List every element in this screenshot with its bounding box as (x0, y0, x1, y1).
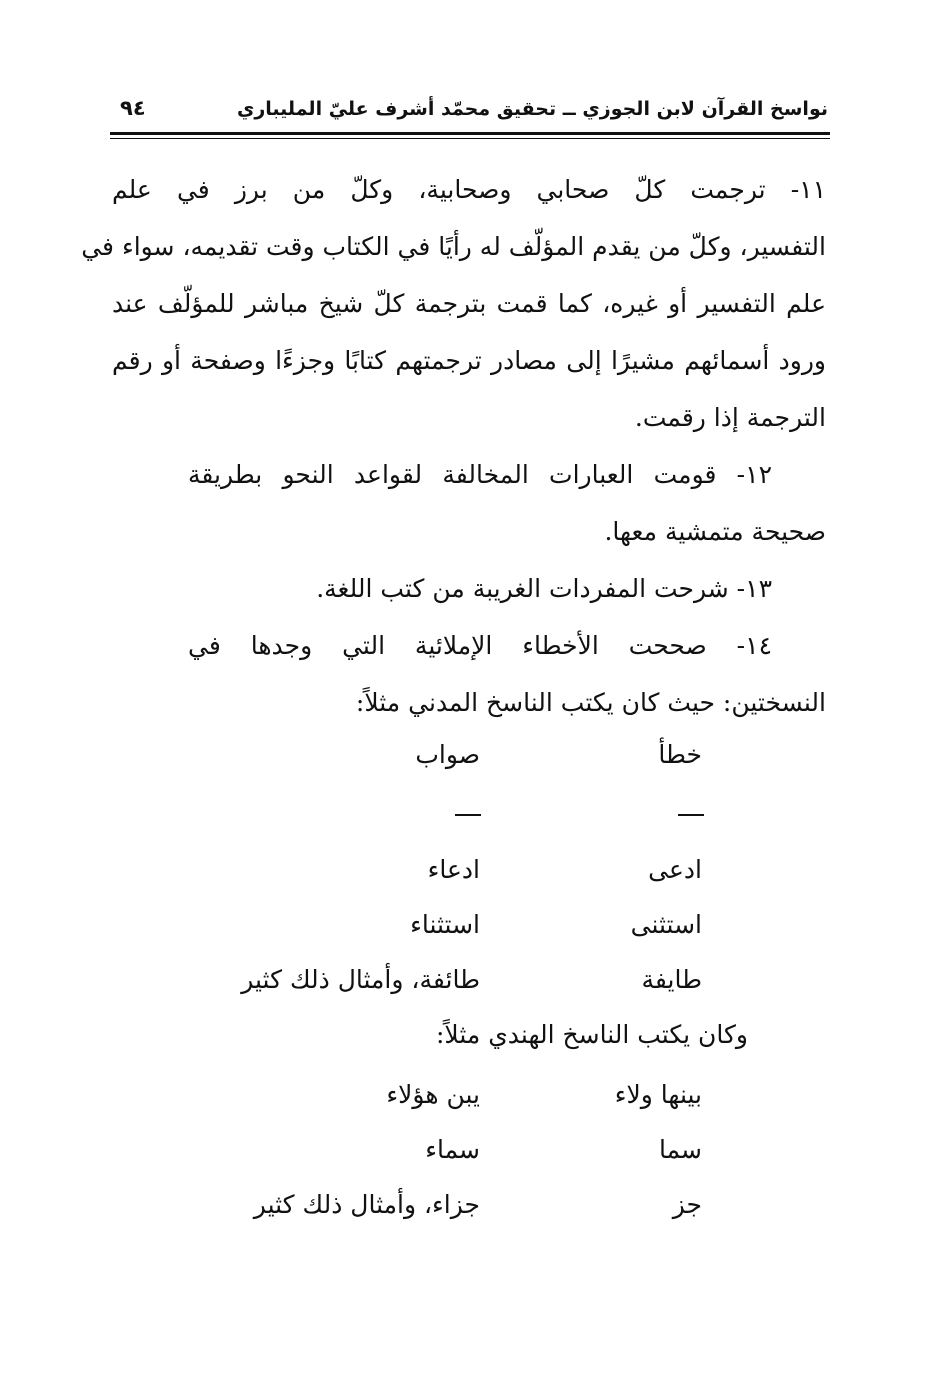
table2-row2-right: سماء (425, 1135, 480, 1164)
table1-row2-wrong: استثنى (630, 910, 702, 939)
table2-row3-wrong: جز (672, 1190, 702, 1219)
table2-row3-right: جزاء، وأمثال ذلك كثير (253, 1190, 480, 1219)
p11-line-5: الترجمة إذا رقمت. (634, 403, 826, 432)
table1-row3-right: طائفة، وأمثال ذلك كثير (241, 965, 480, 994)
table1-row1-right: ادعاء (427, 855, 480, 884)
p11-line-2: التفسير، وكلّ من يقدم المؤلّف له رأيًا في الكتاب وقت تقديمه، سواء في (81, 232, 826, 261)
p14-line-1: ١٤- صححت الأخطاء الإملائية التي وجدها في (188, 631, 772, 660)
p11-line-3: علم التفسير أو غيره، كما قمت بترجمة كلّ شيخ مباشر للمؤلّف عند (112, 289, 826, 318)
table1-row2-right: استثناء (410, 910, 480, 939)
indian-intro: وكان يكتب الناسخ الهندي مثلاً: (436, 1020, 748, 1049)
p11-line-4: ورود أسمائهم مشيرًا إلى مصادر ترجمتهم كتابًا وجزءًا وصفحة أو رقم (112, 346, 826, 375)
page-number: ٩٤ (120, 96, 146, 120)
p12-line-2: صحيحة متمشية معها. (604, 517, 826, 546)
header-rule-thin (110, 138, 830, 139)
table2-row2-wrong: سما (658, 1135, 702, 1164)
table1-header-wrong: خطأ (658, 740, 702, 769)
header-rule-thick (110, 132, 830, 135)
table1-row1-wrong: ادعى (648, 855, 702, 884)
table1-row3-wrong: طايفة (641, 965, 702, 994)
p14-line-2: النسختين: حيث كان يكتب الناسخ المدني مثلاً: (355, 688, 826, 717)
table2-row1-right: يبن هؤلاء (386, 1080, 480, 1109)
page-header (112, 92, 828, 130)
table2-row1-wrong: بينها ولاء (614, 1080, 702, 1109)
p12-line-1: ١٢- قومت العبارات المخالفة لقواعد النحو بطريقة (188, 460, 772, 489)
running-title: نواسخ القرآن لابن الجوزي ــ تحقيق محمّد أشرف عليّ المليباري (236, 98, 828, 120)
p13-line: ١٣- شرحت المفردات الغريبة من كتب اللغة. (316, 574, 772, 603)
p11-line-1: ١١- ترجمت كلّ صحابي وصحابية، وكلّ من برز في علم (112, 175, 826, 204)
table1-header-right: صواب (415, 740, 480, 769)
table1-dash-wrong (678, 814, 704, 816)
table1-dash-right (455, 814, 481, 816)
